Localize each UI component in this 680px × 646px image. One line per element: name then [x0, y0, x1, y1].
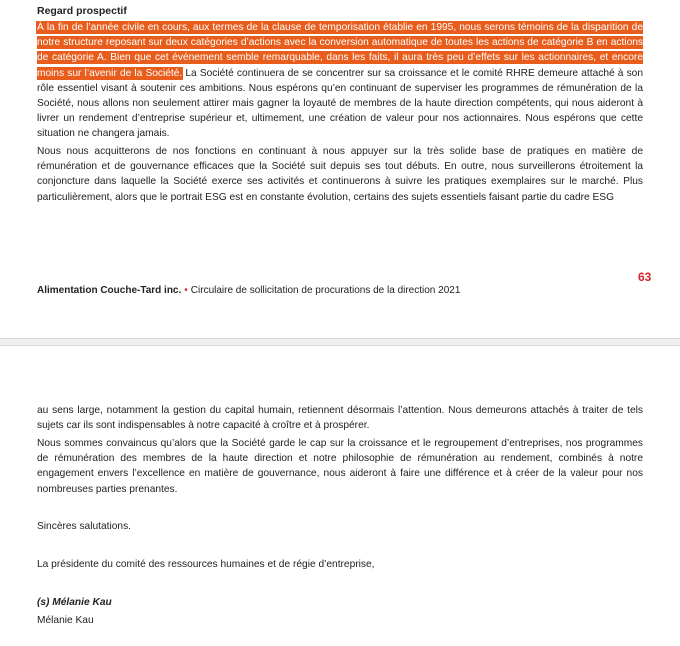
paragraph-2: Nous nous acquitterons de nos fonctions en continuant à nous appuyer sur la très solide base de pratiques en matière de rémunération et de gouvernance efficaces que la Société suit depuis ses tout débuts. En outre, nous surveillerons étroitement la conjoncture dans laquelle la Société exerce ses activités et continuerons à suivre les pratiques exemplaires sur le marché. Plus particulièrement, alors que le portrait ESG est en constante évolution, certains des sujets essentiels faisant partie du cadre ESG	[37, 146, 643, 203]
paragraph-3: au sens large, notamment la gestion du capital humain, retiennent désormais l’attention. Nous demeurons attachés à traiter de tels sujets car ils sont indispensables à notre capacité à croître et à prospérer.	[37, 405, 643, 432]
page-separator	[0, 338, 680, 346]
closing-salutation: Sincères salutations.	[37, 521, 132, 532]
signatory-name: Mélanie Kau	[37, 615, 94, 626]
page-footer	[37, 283, 460, 298]
highlighted-selection[interactable]: À la fin de l’année civile en cours, aux termes de la clause de temporisation établie en 1995, nous serons témoins de la disparition de notre structure reposant sur deux catégories d’actions avec la conversion automatique de toutes les actions de catégorie B en actions de catégorie A. Bien que cet événement semble remarquable, dans les faits, il aura très peu d’effets sur les actionnaires, et encore moins sur l’avenir de la Société.	[37, 22, 643, 79]
paragraph-1	[37, 20, 643, 142]
signature-line: (s) Mélanie Kau	[37, 597, 112, 608]
footer-company: Alimentation Couche-Tard inc.	[37, 285, 182, 296]
page-number: 63	[638, 270, 652, 284]
footer-document-title: Circulaire de sollicitation de procurations de la direction 2021	[190, 285, 461, 296]
section-heading: Regard prospectif	[37, 5, 127, 17]
signatory-role: La présidente du comité des ressources humaines et de régie d’entreprise,	[37, 559, 375, 570]
paragraph-4: Nous sommes convaincus qu’alors que la Société garde le cap sur la croissance et le regroupement d’entreprises, nos programmes de rémunération des membres de la haute direction et notre philosophie de rémunération au rendement, combinés à notre engagement envers l’excellence en matière de gouvernance, nous aideront à faire une différence et à créer de la valeur pour nos nombreuses parties prenantes.	[37, 438, 643, 495]
paragraph-1-rest: La Société continuera de se concentrer sur sa croissance et le comité RHRE demeure attaché à son rôle essentiel visant à soutenir ces ambitions. Nous espérons qu’en continuant de superviser les programmes de rémunération de la Société, nous allons non seulement attirer mais gagner la loyauté de membres de la haute direction compétents, qui nous aideront à livrer un rendement d’entreprise supérieur et, ultimement, une création de valeur pour nos actionnaires. Nous espérons que cette situation ne changera jamais.	[37, 67, 643, 140]
footer-bullet: •	[184, 285, 188, 296]
